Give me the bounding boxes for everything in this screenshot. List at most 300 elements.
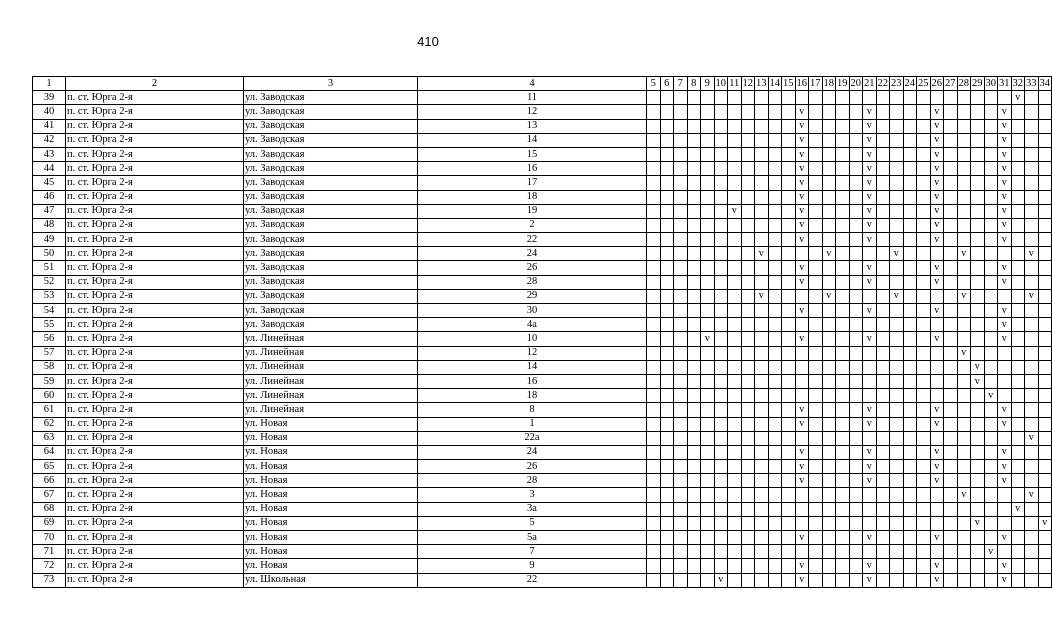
empty-cell: [957, 559, 971, 573]
row-number: 44: [33, 162, 66, 176]
empty-cell: [660, 346, 674, 360]
street-cell: ул. Заводская: [244, 119, 418, 133]
street-cell: ул. Заводская: [244, 289, 418, 303]
house-number-cell: 22: [418, 573, 647, 587]
empty-cell: [971, 147, 985, 161]
empty-cell: [984, 474, 998, 488]
empty-cell: [714, 133, 728, 147]
street-cell: ул. Линейная: [244, 389, 418, 403]
empty-cell: [971, 204, 985, 218]
empty-cell: [741, 516, 755, 530]
empty-cell: [890, 119, 904, 133]
empty-cell: [1038, 460, 1052, 474]
empty-cell: [890, 218, 904, 232]
empty-cell: [701, 488, 715, 502]
empty-cell: [903, 531, 917, 545]
empty-cell: [687, 573, 701, 587]
empty-cell: [728, 233, 742, 247]
empty-cell: [836, 190, 850, 204]
street-cell: ул. Заводская: [244, 162, 418, 176]
empty-cell: [903, 417, 917, 431]
empty-cell: [957, 531, 971, 545]
empty-cell: [822, 218, 836, 232]
column-header-10: 10: [714, 77, 728, 91]
empty-cell: [782, 261, 796, 275]
house-number-cell: 26: [418, 261, 647, 275]
column-header-19: 19: [836, 77, 850, 91]
empty-cell: [809, 445, 823, 459]
check-mark-cell: v: [930, 417, 944, 431]
empty-cell: [1025, 573, 1039, 587]
check-mark-cell: v: [795, 304, 809, 318]
empty-cell: [930, 346, 944, 360]
empty-cell: [701, 431, 715, 445]
empty-cell: [809, 474, 823, 488]
empty-cell: [687, 105, 701, 119]
empty-cell: [755, 190, 769, 204]
empty-cell: [714, 474, 728, 488]
empty-cell: [849, 318, 863, 332]
street-cell: ул. Заводская: [244, 105, 418, 119]
empty-cell: [971, 389, 985, 403]
empty-cell: [809, 431, 823, 445]
empty-cell: [930, 247, 944, 261]
check-mark-cell: v: [755, 247, 769, 261]
empty-cell: [1011, 531, 1025, 545]
empty-cell: [809, 417, 823, 431]
empty-cell: [849, 559, 863, 573]
empty-cell: [701, 133, 715, 147]
empty-cell: [647, 261, 661, 275]
empty-cell: [647, 289, 661, 303]
empty-cell: [957, 275, 971, 289]
empty-cell: [849, 488, 863, 502]
empty-cell: [822, 531, 836, 545]
empty-cell: [836, 545, 850, 559]
empty-cell: [674, 261, 688, 275]
empty-cell: [836, 261, 850, 275]
empty-cell: [741, 289, 755, 303]
empty-cell: [674, 445, 688, 459]
empty-cell: [1011, 516, 1025, 530]
column-header-9: 9: [701, 77, 715, 91]
empty-cell: [957, 119, 971, 133]
empty-cell: [687, 488, 701, 502]
table-row: [33, 360, 1052, 374]
empty-cell: [674, 573, 688, 587]
empty-cell: [971, 417, 985, 431]
table-row: [33, 474, 1052, 488]
empty-cell: [971, 346, 985, 360]
empty-cell: [687, 431, 701, 445]
row-number: 60: [33, 389, 66, 403]
empty-cell: [876, 389, 890, 403]
empty-cell: [903, 545, 917, 559]
empty-cell: [917, 204, 931, 218]
empty-cell: [741, 190, 755, 204]
empty-cell: [917, 247, 931, 261]
table-row: [33, 531, 1052, 545]
check-mark-cell: v: [1025, 431, 1039, 445]
empty-cell: [930, 488, 944, 502]
empty-cell: [957, 389, 971, 403]
street-cell: ул. Заводская: [244, 318, 418, 332]
empty-cell: [1011, 488, 1025, 502]
empty-cell: [701, 559, 715, 573]
check-mark-cell: v: [863, 531, 877, 545]
empty-cell: [701, 218, 715, 232]
empty-cell: [741, 162, 755, 176]
empty-cell: [971, 91, 985, 105]
empty-cell: [647, 147, 661, 161]
empty-cell: [944, 119, 958, 133]
empty-cell: [876, 516, 890, 530]
empty-cell: [836, 474, 850, 488]
check-mark-cell: v: [1025, 247, 1039, 261]
empty-cell: [782, 147, 796, 161]
empty-cell: [849, 403, 863, 417]
empty-cell: [741, 417, 755, 431]
street-cell: ул. Заводская: [244, 247, 418, 261]
empty-cell: [1038, 502, 1052, 516]
empty-cell: [782, 275, 796, 289]
empty-cell: [1011, 445, 1025, 459]
empty-cell: [957, 176, 971, 190]
check-mark-cell: v: [795, 233, 809, 247]
empty-cell: [944, 218, 958, 232]
empty-cell: [741, 488, 755, 502]
empty-cell: [1025, 133, 1039, 147]
empty-cell: [984, 289, 998, 303]
empty-cell: [957, 318, 971, 332]
street-cell: ул. Новая: [244, 474, 418, 488]
empty-cell: [714, 190, 728, 204]
empty-cell: [957, 374, 971, 388]
empty-cell: [822, 403, 836, 417]
check-mark-cell: v: [863, 147, 877, 161]
check-mark-cell: v: [930, 304, 944, 318]
empty-cell: [1025, 233, 1039, 247]
empty-cell: [660, 233, 674, 247]
empty-cell: [714, 502, 728, 516]
empty-cell: [728, 374, 742, 388]
house-number-cell: 22: [418, 233, 647, 247]
empty-cell: [755, 431, 769, 445]
table-row: [33, 190, 1052, 204]
settlement-cell: п. ст. Юрга 2-я: [66, 417, 244, 431]
empty-cell: [984, 233, 998, 247]
empty-cell: [957, 474, 971, 488]
check-mark-cell: v: [728, 204, 742, 218]
empty-cell: [917, 105, 931, 119]
check-mark-cell: v: [863, 105, 877, 119]
empty-cell: [809, 162, 823, 176]
empty-cell: [984, 360, 998, 374]
empty-cell: [782, 289, 796, 303]
empty-cell: [809, 289, 823, 303]
empty-cell: [890, 460, 904, 474]
empty-cell: [822, 545, 836, 559]
empty-cell: [1025, 332, 1039, 346]
table-row: [33, 488, 1052, 502]
check-mark-cell: v: [998, 218, 1012, 232]
empty-cell: [849, 545, 863, 559]
empty-cell: [1025, 374, 1039, 388]
empty-cell: [701, 417, 715, 431]
empty-cell: [687, 360, 701, 374]
empty-cell: [944, 133, 958, 147]
check-mark-cell: v: [795, 147, 809, 161]
check-mark-cell: v: [795, 133, 809, 147]
empty-cell: [903, 502, 917, 516]
settlement-cell: п. ст. Юрга 2-я: [66, 318, 244, 332]
empty-cell: [795, 360, 809, 374]
empty-cell: [768, 233, 782, 247]
house-number-cell: 26: [418, 460, 647, 474]
row-number: 46: [33, 190, 66, 204]
empty-cell: [660, 531, 674, 545]
table-row: [33, 417, 1052, 431]
check-mark-cell: v: [795, 573, 809, 587]
street-cell: ул. Школьная: [244, 573, 418, 587]
empty-cell: [768, 289, 782, 303]
empty-cell: [849, 474, 863, 488]
house-number-cell: 2: [418, 218, 647, 232]
empty-cell: [701, 389, 715, 403]
empty-cell: [701, 460, 715, 474]
settlement-cell: п. ст. Юрга 2-я: [66, 488, 244, 502]
empty-cell: [1011, 218, 1025, 232]
empty-cell: [836, 147, 850, 161]
empty-cell: [836, 431, 850, 445]
empty-cell: [660, 218, 674, 232]
empty-cell: [957, 573, 971, 587]
empty-cell: [687, 389, 701, 403]
check-mark-cell: v: [930, 176, 944, 190]
row-number: 70: [33, 531, 66, 545]
house-number-cell: 16: [418, 374, 647, 388]
street-cell: ул. Заводская: [244, 91, 418, 105]
empty-cell: [782, 162, 796, 176]
empty-cell: [755, 545, 769, 559]
empty-cell: [647, 374, 661, 388]
settlement-cell: п. ст. Юрга 2-я: [66, 105, 244, 119]
empty-cell: [836, 516, 850, 530]
empty-cell: [1025, 460, 1039, 474]
table-row: [33, 346, 1052, 360]
empty-cell: [863, 318, 877, 332]
empty-cell: [876, 289, 890, 303]
street-cell: ул. Новая: [244, 559, 418, 573]
street-cell: ул. Новая: [244, 460, 418, 474]
empty-cell: [1011, 190, 1025, 204]
empty-cell: [768, 360, 782, 374]
check-mark-cell: v: [795, 332, 809, 346]
empty-cell: [1011, 105, 1025, 119]
empty-cell: [998, 360, 1012, 374]
empty-cell: [674, 460, 688, 474]
empty-cell: [755, 133, 769, 147]
empty-cell: [660, 516, 674, 530]
empty-cell: [984, 403, 998, 417]
empty-cell: [1025, 304, 1039, 318]
empty-cell: [755, 502, 769, 516]
empty-cell: [863, 545, 877, 559]
empty-cell: [822, 488, 836, 502]
empty-cell: [647, 360, 661, 374]
empty-cell: [647, 218, 661, 232]
empty-cell: [903, 559, 917, 573]
house-number-cell: 24: [418, 445, 647, 459]
empty-cell: [1038, 119, 1052, 133]
check-mark-cell: v: [795, 445, 809, 459]
empty-cell: [782, 488, 796, 502]
empty-cell: [930, 502, 944, 516]
empty-cell: [728, 289, 742, 303]
empty-cell: [944, 460, 958, 474]
empty-cell: [768, 261, 782, 275]
street-cell: ул. Линейная: [244, 374, 418, 388]
empty-cell: [782, 247, 796, 261]
empty-cell: [701, 445, 715, 459]
empty-cell: [809, 573, 823, 587]
empty-cell: [1038, 346, 1052, 360]
empty-cell: [741, 374, 755, 388]
empty-cell: [1038, 176, 1052, 190]
empty-cell: [1011, 133, 1025, 147]
empty-cell: [674, 559, 688, 573]
empty-cell: [957, 332, 971, 346]
empty-cell: [836, 360, 850, 374]
empty-cell: [768, 176, 782, 190]
check-mark-cell: v: [795, 417, 809, 431]
check-mark-cell: v: [795, 105, 809, 119]
empty-cell: [903, 304, 917, 318]
empty-cell: [741, 474, 755, 488]
empty-cell: [687, 403, 701, 417]
empty-cell: [1011, 460, 1025, 474]
empty-cell: [660, 275, 674, 289]
empty-cell: [647, 431, 661, 445]
empty-cell: [863, 488, 877, 502]
empty-cell: [822, 431, 836, 445]
empty-cell: [917, 431, 931, 445]
empty-cell: [836, 460, 850, 474]
empty-cell: [755, 559, 769, 573]
table-row: [33, 119, 1052, 133]
row-number: 41: [33, 119, 66, 133]
empty-cell: [984, 218, 998, 232]
empty-cell: [836, 176, 850, 190]
empty-cell: [687, 119, 701, 133]
empty-cell: [1025, 445, 1039, 459]
check-mark-cell: v: [863, 573, 877, 587]
empty-cell: [903, 233, 917, 247]
check-mark-cell: v: [971, 360, 985, 374]
column-header-26: 26: [930, 77, 944, 91]
empty-cell: [647, 346, 661, 360]
empty-cell: [917, 403, 931, 417]
empty-cell: [1038, 218, 1052, 232]
empty-cell: [782, 204, 796, 218]
empty-cell: [809, 233, 823, 247]
empty-cell: [660, 247, 674, 261]
row-number: 68: [33, 502, 66, 516]
empty-cell: [944, 247, 958, 261]
table-row: [33, 318, 1052, 332]
empty-cell: [1011, 304, 1025, 318]
empty-cell: [890, 190, 904, 204]
empty-cell: [822, 374, 836, 388]
empty-cell: [930, 431, 944, 445]
empty-cell: [755, 573, 769, 587]
street-cell: ул. Линейная: [244, 346, 418, 360]
check-mark-cell: v: [998, 474, 1012, 488]
empty-cell: [944, 346, 958, 360]
empty-cell: [714, 559, 728, 573]
empty-cell: [917, 502, 931, 516]
empty-cell: [647, 531, 661, 545]
empty-cell: [836, 233, 850, 247]
empty-cell: [1011, 417, 1025, 431]
empty-cell: [755, 119, 769, 133]
empty-cell: [714, 445, 728, 459]
empty-cell: [741, 233, 755, 247]
check-mark-cell: v: [930, 133, 944, 147]
header-row: [33, 77, 1052, 91]
empty-cell: [971, 573, 985, 587]
empty-cell: [701, 204, 715, 218]
empty-cell: [903, 218, 917, 232]
empty-cell: [1011, 360, 1025, 374]
empty-cell: [1038, 247, 1052, 261]
empty-cell: [917, 147, 931, 161]
empty-cell: [687, 304, 701, 318]
empty-cell: [863, 389, 877, 403]
empty-cell: [876, 431, 890, 445]
check-mark-cell: v: [795, 162, 809, 176]
row-number: 62: [33, 417, 66, 431]
settlement-cell: п. ст. Юрга 2-я: [66, 531, 244, 545]
empty-cell: [660, 445, 674, 459]
empty-cell: [876, 488, 890, 502]
empty-cell: [863, 431, 877, 445]
empty-cell: [809, 247, 823, 261]
empty-cell: [1011, 573, 1025, 587]
row-number: 69: [33, 516, 66, 530]
empty-cell: [903, 275, 917, 289]
empty-cell: [1011, 247, 1025, 261]
empty-cell: [836, 275, 850, 289]
check-mark-cell: v: [795, 474, 809, 488]
empty-cell: [660, 133, 674, 147]
empty-cell: [755, 403, 769, 417]
street-cell: ул. Новая: [244, 445, 418, 459]
empty-cell: [971, 332, 985, 346]
check-mark-cell: v: [998, 573, 1012, 587]
empty-cell: [647, 204, 661, 218]
empty-cell: [768, 275, 782, 289]
empty-cell: [836, 403, 850, 417]
empty-cell: [984, 488, 998, 502]
empty-cell: [755, 389, 769, 403]
empty-cell: [971, 545, 985, 559]
empty-cell: [768, 332, 782, 346]
empty-cell: [903, 133, 917, 147]
empty-cell: [660, 176, 674, 190]
empty-cell: [701, 289, 715, 303]
empty-cell: [930, 289, 944, 303]
